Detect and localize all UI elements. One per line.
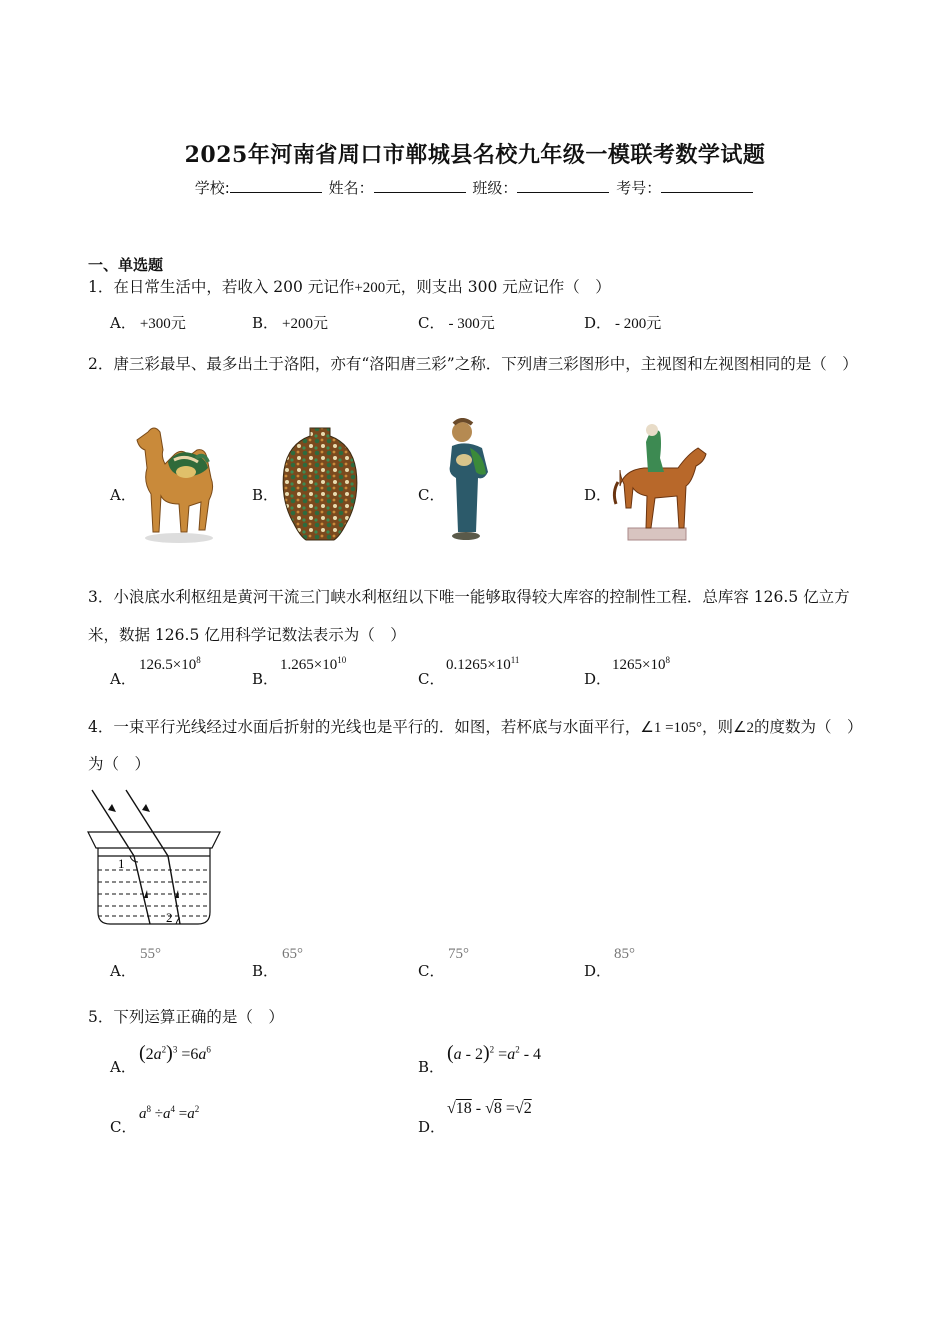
name-label: 姓名： [328,179,374,197]
q5-option-c-label[interactable]: C． [110,1118,137,1136]
q4-option-a-value[interactable]: 55° [140,946,161,962]
q2-option-b[interactable]: B． [252,486,279,504]
q4-option-b-label[interactable]: B． [252,962,279,980]
question-1 [88,274,611,301]
section-heading: 一、单选题 [88,256,164,274]
q3-option-d-label[interactable]: D． [584,670,612,688]
q1-option-b[interactable] [252,312,328,333]
q2-number: 2． [88,355,114,373]
q3-option-b-value[interactable] [280,655,346,674]
q1-option-c[interactable] [418,312,495,333]
q3-b-exp: 10 [337,655,347,665]
q4-option-a-label[interactable]: A． [110,962,136,980]
q4-option-d-label[interactable]: D． [584,962,612,980]
q1-option-b-value: +200 [282,316,313,332]
horse-sculpture-icon [610,420,714,544]
q5-option-b-label[interactable]: B． [418,1058,445,1076]
q5-option-b-expr[interactable]: $(a - 2)^2 =a^2 - 4$ [447,1042,542,1064]
q4-text-c: 的度数为（ ） [754,718,863,736]
class-label: 班级： [472,179,518,197]
question-2 [88,345,863,383]
q1-option-d-label: D． [584,314,612,332]
q2-option-a[interactable]: A． [110,486,136,504]
q1-option-c-label: C． [418,314,445,332]
question-3 [88,578,863,654]
vase-sculpture-icon [278,426,362,544]
q1-option-a[interactable] [110,312,186,333]
q4-angle1: ∠1 =105° [640,720,703,736]
q1-option-c-value: - 300 [448,316,480,332]
q1-option-d-value: - 200 [615,316,647,332]
q5-option-c-expr[interactable]: $a^8 \div a^4 =a^2$ [139,1104,200,1122]
q4-option-d-value[interactable]: 85° [614,946,635,962]
q2-option-c[interactable]: C． [418,486,445,504]
q5-option-a-expr[interactable]: $(2a^2)^3 =6a^6$ [139,1042,211,1064]
question-5 [88,1004,284,1030]
page-title: 2025年河南省周口市郸城县名校九年级一模联考数学试题 [184,142,766,168]
q3-option-d-value[interactable] [612,655,670,674]
q3-a-base: 126.5×10 [139,657,197,673]
q1-option-d[interactable] [584,312,661,333]
q1-option-b-label: B． [252,314,279,332]
student-info-line [0,177,950,198]
figurine-sculpture-icon [440,418,494,542]
camel-sculpture-icon [134,422,224,544]
q4-option-c-label[interactable]: C． [418,962,445,980]
q4-option-c-value[interactable]: 75° [448,946,469,962]
q3-c-exp: 11 [510,655,520,665]
q1-option-a-unit: 元 [170,314,186,332]
q3-option-a-label[interactable]: A． [110,670,136,688]
name-blank[interactable] [374,178,466,193]
q4-number: 4． [88,718,114,736]
q2-option-d[interactable]: D． [584,486,612,504]
q5-option-a-label[interactable]: A． [110,1058,136,1076]
q3-d-base: 1265×10 [612,657,666,673]
q3-option-c-label[interactable]: C． [418,670,445,688]
number-blank[interactable] [661,178,753,193]
q1-number: 1． [88,278,114,296]
q3-option-a-value[interactable] [139,655,201,674]
q4-text-cont: 为（ ） [88,755,151,773]
q1-option-a-value: +300 [139,316,171,332]
q1-math: +200 [354,280,386,296]
school-label: 学校: [194,179,230,197]
q1-text-b: 元，则支出 300 元应记作（ ） [385,278,611,296]
q4-angle2: ∠2 [733,720,755,736]
q1-option-d-unit: 元 [646,314,662,332]
q1-option-c-unit: 元 [479,314,495,332]
q3-a-exp: 8 [196,655,201,665]
q3-b-base: 1.265×10 [280,657,338,673]
angle-1-label: 1 [118,856,125,871]
question-4 [88,714,863,741]
q1-option-b-unit: 元 [313,314,329,332]
q1-text-a: 在日常生活中，若收入 200 元记作 [113,278,355,296]
q1-option-a-label: A． [110,314,136,332]
q5-option-d-expr[interactable]: √18 - √8 =√2 [447,1100,532,1117]
q3-option-c-value[interactable] [446,655,519,674]
q3-c-base: 0.1265×10 [446,657,511,673]
class-blank[interactable] [517,178,609,193]
q5-option-d-label[interactable]: D． [418,1118,446,1136]
q3-option-b-label[interactable]: B． [252,670,279,688]
q2-text: 唐三彩最早、最多出土于洛阳，亦有“洛阳唐三彩”之称．下列唐三彩图形中，主视图和左视图相同的是（ ） [113,355,858,373]
q5-text: 下列运算正确的是（ ） [113,1008,284,1026]
angle-2-label: 2 [166,910,173,925]
q3-text: 小浪底水利枢纽是黄河干流三门峡水利枢纽以下唯一能够取得较大库容的控制性工程．总库容 126.5 亿立方米，数据 126.5 亿用科学记数法表示为（ ） [88,588,850,644]
q4-text-a: 一束平行光线经过水面后折射的光线也是平行的．如图，若杯底与水面平行， [113,718,641,736]
refraction-beaker-diagram [84,786,226,930]
q5-number: 5． [88,1008,114,1026]
q4-option-b-value[interactable]: 65° [282,946,303,962]
q4-text-b: ，则 [702,718,734,736]
q3-d-exp: 8 [665,655,670,665]
number-label: 考号： [616,179,662,197]
school-blank[interactable] [230,178,322,193]
q3-number: 3． [88,588,114,606]
